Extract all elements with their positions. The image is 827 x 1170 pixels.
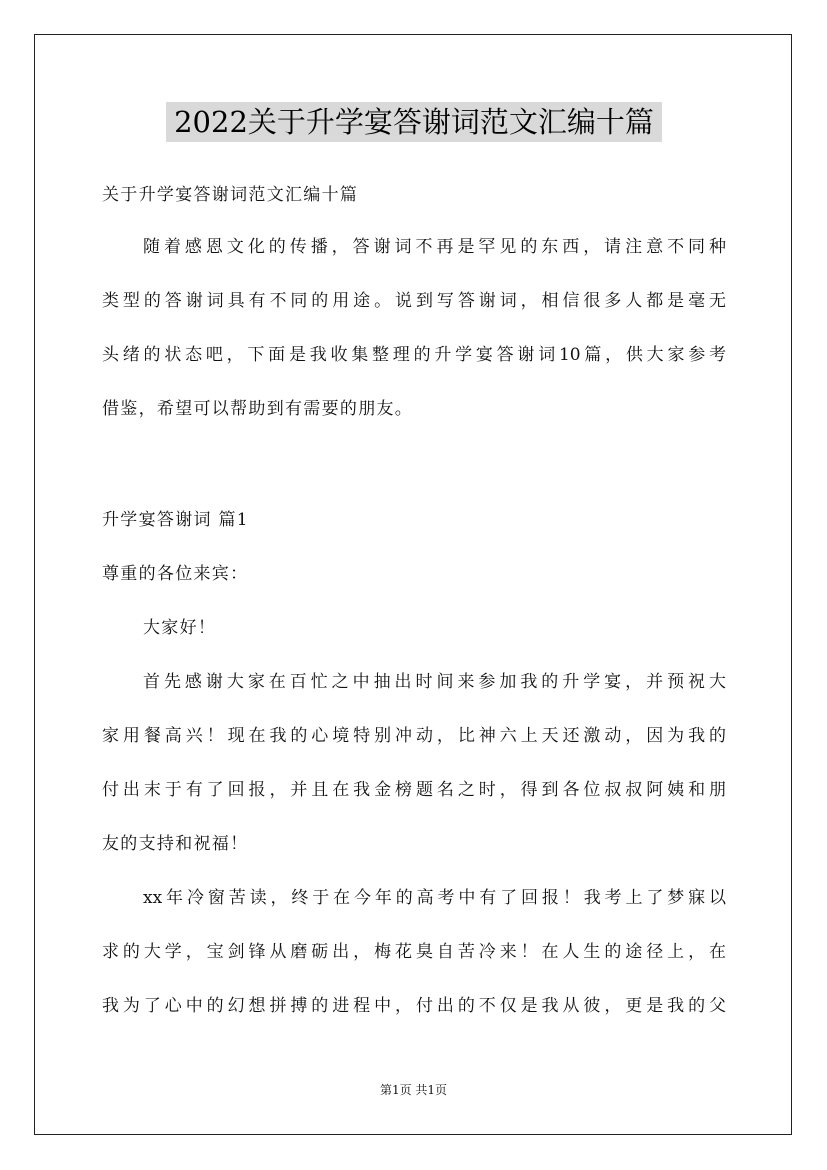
document-subtitle: 关于升学宴答谢词范文汇编十篇 xyxy=(102,185,359,205)
intro-line: 随着感恩文化的传播，答谢词不再是罕见的东西，请注意不同种 xyxy=(143,237,726,257)
paragraph-line: 求的大学，宝剑锋从磨砺出，梅花臭自苦冷来！在人生的途径上，在 xyxy=(102,942,726,962)
intro-line: 头绪的状态吧，下面是我收集整理的升学宴答谢词10篇，供大家参考 xyxy=(102,345,726,365)
paragraph-line: 首先感谢大家在百忙之中抽出时间来参加我的升学宴，并预祝大 xyxy=(143,672,726,692)
intro-line: 类型的答谢词具有不同的用途。说到写答谢词，相信很多人都是毫无 xyxy=(102,291,726,311)
page-number-footer: 第1页 共1页 xyxy=(379,1083,448,1097)
document-title: 2022关于升学宴答谢词范文汇编十篇 xyxy=(166,102,662,142)
paragraph-line: 友的支持和祝福！ xyxy=(102,834,249,854)
greeting: 大家好！ xyxy=(143,618,217,638)
paragraph-line: 家用餐高兴！现在我的心境特别冲动，比神六上天还激动，因为我的 xyxy=(102,726,726,746)
salutation: 尊重的各位来宾： xyxy=(102,564,249,584)
intro-line: 借鉴，希望可以帮助到有需要的朋友。 xyxy=(102,399,414,419)
section-heading: 升学宴答谢词 篇1 xyxy=(102,510,249,530)
paragraph-line: 我为了心中的幻想拼搏的进程中，付出的不仅是我从彼，更是我的父 xyxy=(102,996,726,1016)
paragraph-line: 付出末于有了回报，并且在我金榜题名之时，得到各位叔叔阿姨和朋 xyxy=(102,780,726,800)
paragraph-line: xx年冷窗苦读，终于在今年的高考中有了回报！我考上了梦寐以 xyxy=(143,888,726,908)
